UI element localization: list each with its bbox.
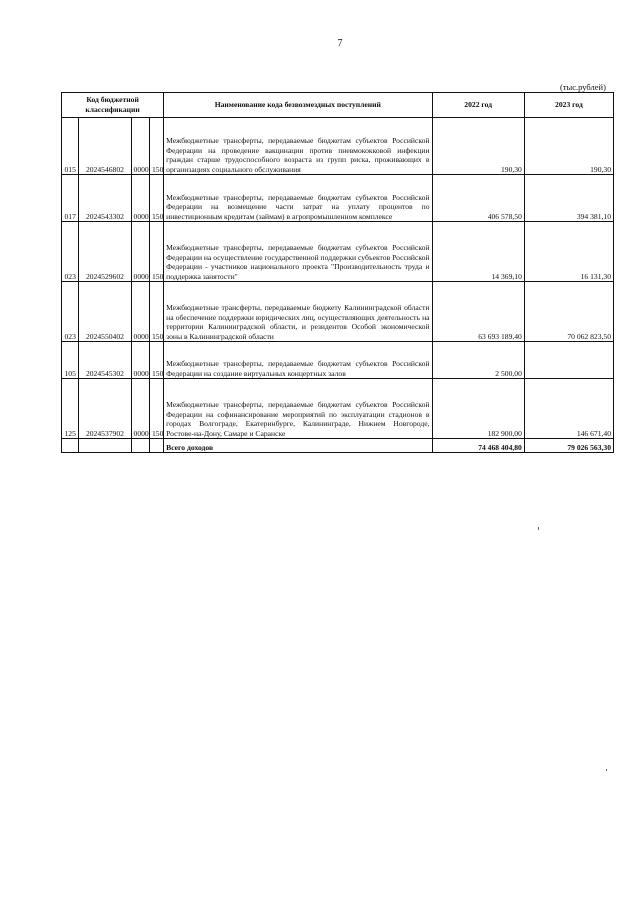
amount-2022: 406 578,50 bbox=[432, 175, 524, 222]
subtype-code: 0000 bbox=[131, 342, 149, 379]
subtype-code: 0000 bbox=[131, 379, 149, 439]
group-code: 150 bbox=[149, 175, 163, 222]
header-code: Код бюджетной классификации bbox=[62, 93, 164, 118]
table-row bbox=[62, 282, 614, 342]
budget-table bbox=[61, 92, 614, 453]
total-2023: 79 026 563,30 bbox=[524, 439, 613, 453]
units-label: (тыс.рублей) bbox=[560, 82, 606, 92]
amount-2022: 63 693 189,40 bbox=[432, 282, 524, 342]
group-code: 150 bbox=[149, 379, 163, 439]
revenue-code: 2024529602 bbox=[79, 222, 131, 282]
revenue-name: Межбюджетные трансферты, передаваемые бюджетам субъектов Российской Федерации на софинансирование мероприятий по эксплуатации стадионов в городах Волгограде, Екатеринбурге, Калининграде, Нижнем Новгороде, Ростове-на-Дону, Самаре и Саранске bbox=[164, 379, 432, 439]
revenue-code: 2024537902 bbox=[79, 379, 131, 439]
empty-cell bbox=[149, 439, 163, 453]
empty-cell bbox=[79, 439, 131, 453]
header-year-2023: 2023 год bbox=[524, 93, 613, 118]
admin-code: 105 bbox=[62, 342, 79, 379]
admin-code: 023 bbox=[62, 222, 79, 282]
empty-cell bbox=[131, 439, 149, 453]
amount-2023: 190,30 bbox=[524, 118, 613, 175]
subtype-code: 0000 bbox=[131, 175, 149, 222]
amount-2023: 16 131,30 bbox=[524, 222, 613, 282]
header-year-2022: 2022 год bbox=[432, 93, 524, 118]
admin-code: 017 bbox=[62, 175, 79, 222]
total-2022: 74 468 404,80 bbox=[432, 439, 524, 453]
scan-speck bbox=[538, 527, 539, 530]
table-header-row bbox=[62, 93, 614, 118]
revenue-name: Межбюджетные трансферты, передаваемые бюджету Калининградской области на обеспечение поддержки юридических лиц, осуществляющих деятельность на территории Калининградской области, и резидентов Особой экономической зоны в Калининградской области bbox=[164, 282, 432, 342]
amount-2022: 14 369,10 bbox=[432, 222, 524, 282]
header-name: Наименование кода безвозмездных поступлений bbox=[164, 93, 432, 118]
revenue-code: 2024543302 bbox=[79, 175, 131, 222]
admin-code: 015 bbox=[62, 118, 79, 175]
revenue-name: Межбюджетные трансферты, передаваемые бюджетам субъектов Российской Федерации на возмещение части затрат на уплату процентов по инвестиционным кредитам (займам) в агропромышленном комплексе bbox=[164, 175, 432, 222]
group-code: 150 bbox=[149, 222, 163, 282]
revenue-code: 2024546802 bbox=[79, 118, 131, 175]
amount-2022: 182 900,00 bbox=[432, 379, 524, 439]
amount-2022: 190,30 bbox=[432, 118, 524, 175]
admin-code: 023 bbox=[62, 282, 79, 342]
page-number: 7 bbox=[337, 38, 343, 49]
amount-2023: 70 062 823,50 bbox=[524, 282, 613, 342]
amount-2023: 146 671,40 bbox=[524, 379, 613, 439]
table-row bbox=[62, 379, 614, 439]
empty-cell bbox=[62, 439, 79, 453]
revenue-name: Межбюджетные трансферты, передаваемые бюджетам субъектов Российской Федерации на проведение вакцинации против пневмококковой инфекции граждан старше трудоспособного возраста из групп риска, проживающих в организациях социального обслуживания bbox=[164, 118, 432, 175]
subtype-code: 0000 bbox=[131, 118, 149, 175]
total-row bbox=[62, 439, 614, 453]
table-row bbox=[62, 342, 614, 379]
group-code: 150 bbox=[149, 118, 163, 175]
amount-2023: 394 381,10 bbox=[524, 175, 613, 222]
table-row bbox=[62, 175, 614, 222]
revenue-name: Межбюджетные трансферты, передаваемые бюджетам субъектов Российской Федерации на создание виртуальных концертных залов bbox=[164, 342, 432, 379]
amount-2022: 2 500,00 bbox=[432, 342, 524, 379]
total-label: Всего доходов bbox=[164, 439, 432, 453]
group-code: 150 bbox=[149, 342, 163, 379]
group-code: 150 bbox=[149, 282, 163, 342]
subtype-code: 0000 bbox=[131, 282, 149, 342]
revenue-name: Межбюджетные трансферты, передаваемые бюджетам субъектов Российской Федерации на осуществление государственной поддержки субъектов Российской Федерации - участников национального проекта "Производительность труда и поддержка занятости" bbox=[164, 222, 432, 282]
subtype-code: 0000 bbox=[131, 222, 149, 282]
table-row bbox=[62, 222, 614, 282]
table-row bbox=[62, 118, 614, 175]
admin-code: 125 bbox=[62, 379, 79, 439]
revenue-code: 2024550402 bbox=[79, 282, 131, 342]
amount-2023 bbox=[524, 342, 613, 379]
scan-speck bbox=[606, 769, 607, 771]
revenue-code: 2024545302 bbox=[79, 342, 131, 379]
